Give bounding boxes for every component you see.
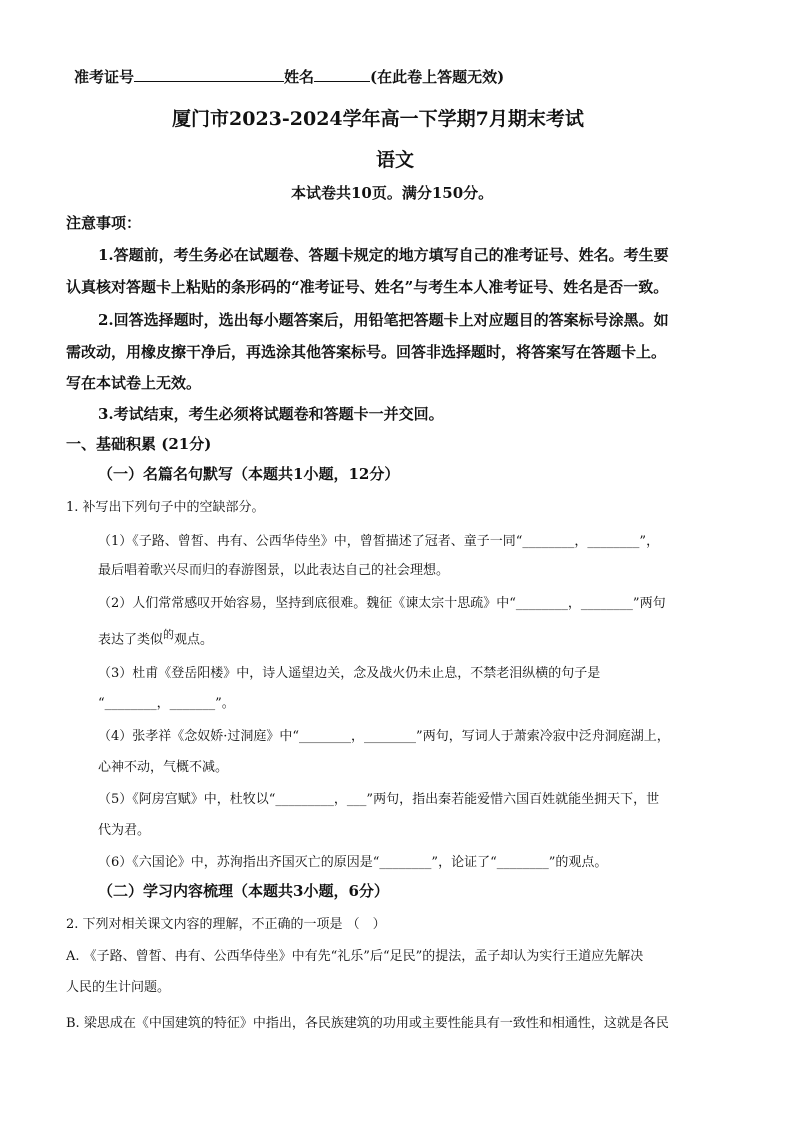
exam-header [74,66,504,87]
name-blank[interactable] [314,67,370,82]
question-line: “________，_______”。 [98,696,235,711]
option-line: A. 《子路、曾皙、冉有、公西华侍坐》中有先“礼乐”后“足民”的提法，孟子却认为实行王道应先解决 [66,949,644,964]
section-heading: 一、基础积累 (21分) [66,435,212,453]
exam-info: 本试卷共10页。满分150分。 [291,184,494,202]
invalid-note: (在此卷上答题无效) [370,68,505,86]
option-line: 人民的生计问题。 [66,980,171,995]
question-stem: 2. 下列对相关课文内容的理解，不正确的一项是 （ ） [66,917,386,932]
question-line: 最后唱着歌兴尽而归的春游图景，以此表达自己的社会理想。 [98,563,450,578]
question-text: 表达了类似 [98,632,164,648]
question-line: 代为君。 [98,823,151,838]
question-line: （5）《阿房宫赋》中，杜牧以“_________，___”两句，指出秦若能爱惜六国百姓就能坐拥天下，世 [98,792,660,807]
part-heading: （二）学习内容梳理（本题共3小题，6分） [98,882,389,900]
question-stem: 1. 补写出下列句子中的空缺部分。 [66,500,265,515]
subject-title: 语文 [376,149,415,171]
page-title: 厦门市2023-2024学年高一下学期7月期末考试 [172,108,584,130]
notice-line: 写在本试卷上无效。 [66,374,202,392]
notice-line: 1.答题前，考生务必在试题卷、答题卡规定的地方填写自己的准考证号、姓名。考生要 [98,246,669,264]
notice-line: 需改动，用橡皮擦干净后，再选涂其他答案标号。回答非选择题时，将答案写在答题卡上。 [66,343,667,361]
question-line: （6）《六国论》中，苏洵指出齐国灭亡的原因是“________”，论证了“________”的观点。 [98,855,608,870]
exam-number-blank[interactable] [134,67,284,82]
question-text: 观点。 [174,632,214,648]
notice-line: 3.考试结束，考生必须将试题卷和答题卡一并交回。 [98,405,444,423]
question-line: （1）《子路、曾皙、冉有、公西华侍坐》中，曾皙描述了冠者、童子一同“________，________”， [98,534,660,549]
question-line [98,626,213,647]
question-line: （4）张孝祥《念奴娇·过洞庭》中“________，________”两句，写词人于萧索冷寂中泛舟洞庭湖上， [98,729,670,744]
option-line: B. 梁思成在《中国建筑的特征》中指出，各民族建筑的功用或主要性能具有一致性和相通性，这就是各民 [66,1016,669,1031]
notice-heading: 注意事项： [66,214,142,232]
notice-line: 2.回答选择题时，选出每小题答案后，用铅笔把答题卡上对应题目的答案标号涂黑。如 [98,311,669,329]
name-label: 姓名 [284,68,315,86]
superscript-text: 的 [163,628,175,641]
question-line: 心神不动，气概不减。 [98,760,229,775]
part-heading: （一）名篇名句默写（本题共1小题，12分） [98,465,400,483]
exam-number-label: 准考证号 [74,68,135,86]
notice-line: 认真核对答题卡上粘贴的条形码的“准考证号、姓名”与考生本人准考证号、姓名是否一致。 [66,278,669,296]
question-line: （2）人们常常感叹开始容易，坚持到底很难。魏征《谏太宗十思疏》中“________，________”两句 [98,596,666,611]
question-line: （3）杜甫《登岳阳楼》中，诗人遥望边关，念及战火仍未止息，不禁老泪纵横的句子是 [98,666,601,681]
